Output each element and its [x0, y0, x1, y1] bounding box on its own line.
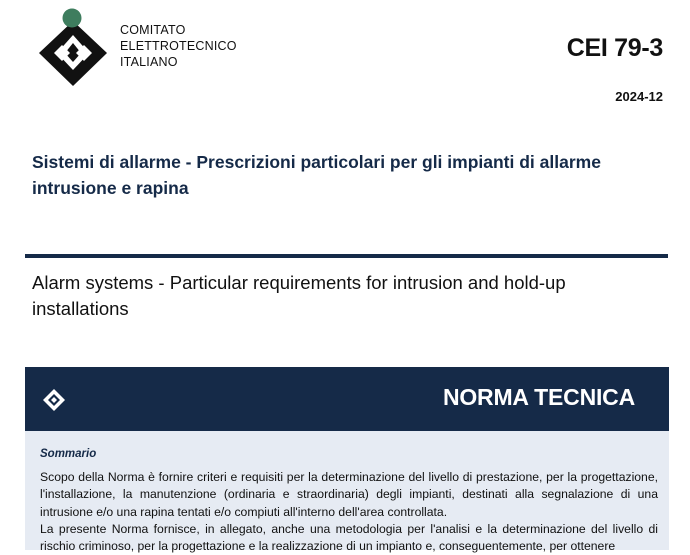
- summary-heading: Sommario: [40, 448, 97, 460]
- banner-title: NORMA TECNICA: [442, 384, 635, 410]
- summary-paragraph-2: La presente Norma fornisce, in allegato, anche una metodologia per l'analisi e la determinazione del livello di rischio criminoso, per la progettazione e la realizzazione di un impianto e, conseguentemente, per ottenere: [40, 521, 658, 554]
- cei-logo-icon: [32, 8, 114, 88]
- summary-paragraph-1: Scopo della Norma è fornire criteri e requisiti per la determinazione del livello di prestazione, per la progettazione, l'installazione, la manutenzione (ordinaria e straordinaria) degli impianti, destinati alla segnalazione di una intrusione e/o una rapina tentati e/o compiuti all'interno dell'area controllata.: [40, 470, 658, 519]
- norma-tecnica-banner: [25, 367, 669, 431]
- italian-title: Sistemi di allarme - Prescrizioni particolari per gli impianti di allarme intrusione e rapina: [32, 152, 601, 198]
- title-divider: [25, 254, 668, 258]
- edition-date: 2024-12: [615, 89, 663, 104]
- cei-diamond-icon: [42, 388, 66, 412]
- organization-line-3: ITALIANO: [120, 55, 178, 69]
- english-title: Alarm systems - Particular requirements for intrusion and hold-up installations: [32, 272, 566, 319]
- organization-line-1: COMITATO: [120, 23, 186, 37]
- summary-body: [40, 469, 658, 555]
- organization-line-2: ELETTROTECNICO: [120, 39, 237, 53]
- standard-code: CEI 79-3: [566, 34, 663, 62]
- summary-box: [25, 431, 669, 554]
- organization-name: [120, 22, 237, 70]
